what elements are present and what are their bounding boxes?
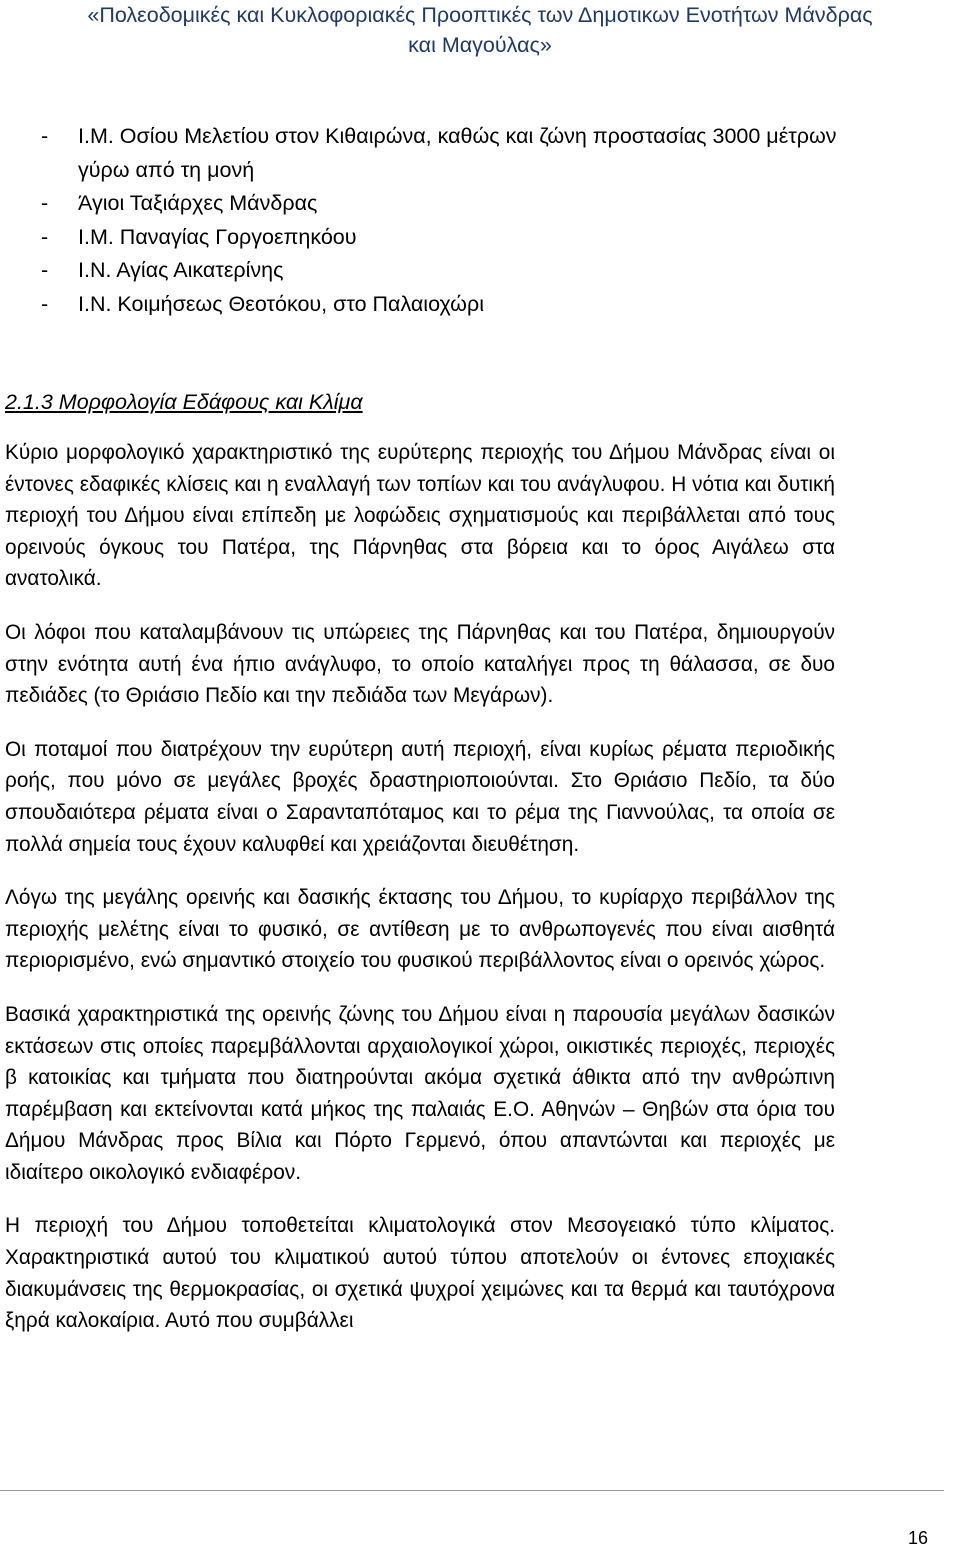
paragraph: Η περιοχή του Δήμου τοποθετείται κλιματολογικά στον Μεσογειακό τύπο κλίματος. Χαρακτηριστικά αυτού του κλιματικού αυτού τύπου αποτελούν οι έντονες εποχιακές διακυμάνσεις της θερμοκρασίας, οι σχετικά ψυχροί χειμώνες και τα θερμά και ταυτόχρονα ξηρά καλοκαίρια. Αυτό που συμβάλλει	[5, 1214, 835, 1333]
list-item-text: Ι.Ν. Κοιμήσεως Θεοτόκου, στο Παλαιοχώρι	[78, 291, 484, 316]
list-item-text: Ι.Μ. Παναγίας Γοργοεπηκόου	[78, 224, 357, 249]
list-item	[0, 288, 880, 322]
list-item-text: Άγιοι Ταξιάρχες Μάνδρας	[78, 191, 318, 215]
list-item-text: Ι.Μ. Οσίου Μελετίου στον Κιθαιρώνα, καθώς και ζώνη προστασίας 3000 μέτρων γύρω από τη μονή	[78, 124, 837, 182]
bullet-dash: -	[41, 258, 49, 282]
body-text	[5, 437, 835, 1359]
bullet-dash: -	[41, 191, 49, 215]
header-line-2: και Μαγούλας»	[408, 33, 552, 57]
running-header	[0, 0, 960, 60]
paragraph: Βασικά χαρακτηριστικά της ορεινής ζώνης του Δήμου είναι η παρουσία μεγάλων δασικών εκτάσεων στις οποίες παρεμβάλλονται αρχαιολογικοί χώροι, οικιστικές περιοχές, περιοχές β κατοικίας και τμήματα που διατηρούνται ακόμα σχετικά άθικτα από την ανθρώπινη παρέμβαση και εκτείνονται κατά μήκος της παλαιάς Ε.Ο. Αθηνών – Θηβών στα όρια του Δήμου Μάνδρας προς Βίλια και Πόρτο Γερμενό, όπου απαντώνται και περιοχές με ιδιαίτερο οικολογικό ενδιαφέρον.	[5, 1002, 835, 1184]
list-item	[0, 221, 880, 255]
header-line-1: «Πολεοδομικές και Κυκλοφοριακές Προοπτικές των Δημοτικων Ενοτήτων Μάνδρας	[87, 3, 873, 27]
paragraph: Οι ποταμοί που διατρέχουν την ευρύτερη αυτή περιοχή, είναι κυρίως ρέματα περιοδικής ροής, που μόνο σε μεγάλες βροχές δραστηριοποιούνται. Στο Θριάσιο Πεδίο, τα δύο σπουδαιότερα ρέματα είναι ο Σαρανταπόταμος και το ρέμα της Γιαννούλας, τα οποία σε πολλά σημεία τους έχουν καλυφθεί και χρειάζονται διευθέτηση.	[5, 737, 835, 856]
list-item	[0, 254, 880, 288]
page-number: 16	[908, 1528, 929, 1548]
list-item-text: Ι.Ν. Αγίας Αικατερίνης	[78, 258, 284, 282]
footer-divider	[0, 1490, 944, 1491]
paragraph: Κύριο μορφολογικό χαρακτηριστικό της ευρύτερης περιοχής του Δήμου Μάνδρας είναι οι έντονες εδαφικές κλίσεις και η εναλλαγή των τοπίων και του ανάγλυφου. Η νότια και δυτική περιοχή του Δήμου είναι επίπεδη με λοφώδεις σχηματισμούς και περιβάλλεται από τους ορεινούς όγκους του Πατέρα, της Πάρνηθας στα βόρεια και το όρος Αιγάλεω στα ανατολικά.	[5, 441, 835, 591]
section-heading: 2.1.3 Μορφολογία Εδάφους και Κλίμα	[5, 390, 363, 414]
paragraph: Λόγω της μεγάλης ορεινής και δασικής έκτασης του Δήμου, το κυρίαρχο περιβάλλον της περιοχής μελέτης είναι το φυσικό, σε αντίθεση με το ανθρωπογενές που είναι αισθητά περιορισμένο, ενώ σημαντικό στοιχείο του φυσικού περιβάλλοντος είναι ο ορεινός χώρος.	[5, 886, 835, 973]
list-item	[0, 120, 880, 187]
bullet-dash: -	[41, 291, 49, 316]
bullet-dash: -	[41, 224, 49, 249]
paragraph: Οι λόφοι που καταλαμβάνουν τις υπώρειες της Πάρνηθας και του Πατέρα, δημιουργούν στην ενότητα αυτή ένα ήπιο ανάγλυφο, το οποίο καταλήγει προς τη θάλασσα, σε δυο πεδιάδες (το Θριάσιο Πεδίο και την πεδιάδα των Μεγάρων).	[5, 620, 835, 708]
list-item	[0, 187, 880, 221]
bullet-dash: -	[41, 124, 49, 148]
monastery-list	[0, 120, 880, 321]
